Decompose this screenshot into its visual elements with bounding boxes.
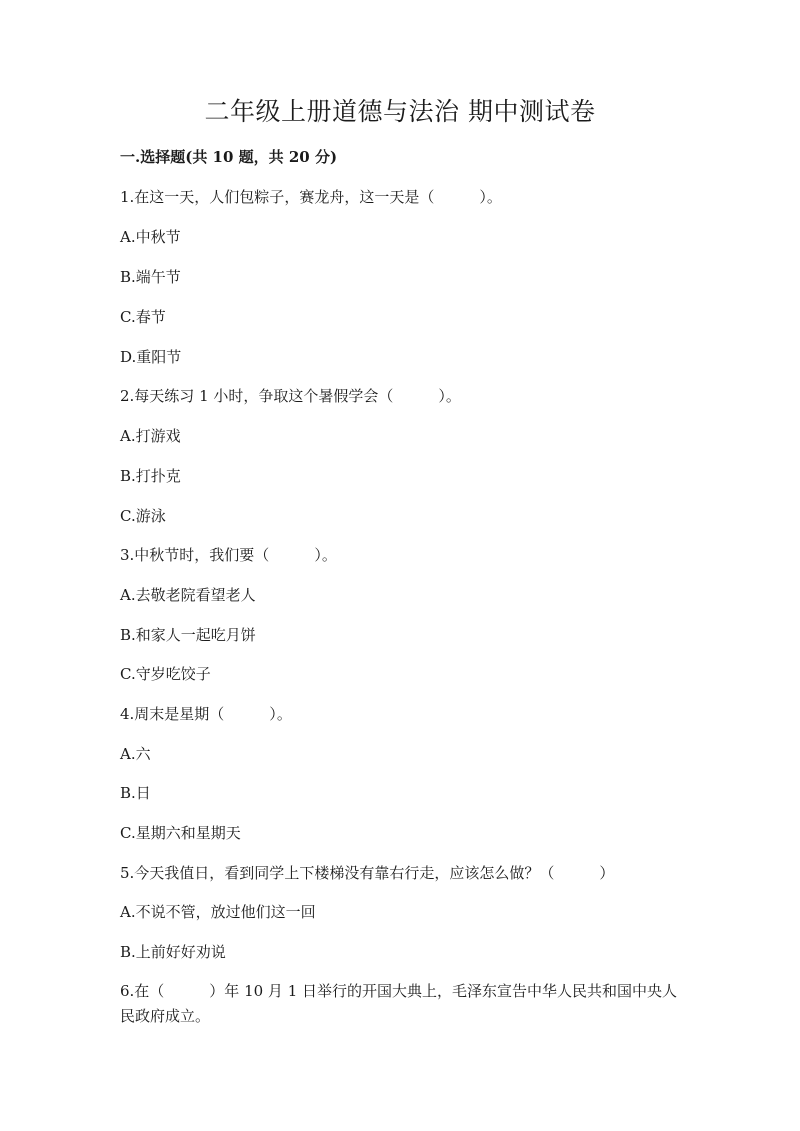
question-6-stem: 6.在（ ）年 10 月 1 日举行的开国大典上，毛泽东宣告中华人民共和国中央人民政府成立。 (120, 982, 678, 1025)
question-1-option-c: C.春节 (120, 308, 166, 326)
question-5-stem: 5.今天我值日，看到同学上下楼梯没有靠右行走，应该怎么做？（ ） (120, 864, 615, 882)
question-3-option-a: A.去敬老院看望老人 (120, 586, 256, 604)
section-heading: 一.选择题(共 10 题，共 20 分) (120, 148, 338, 166)
question-4-option-c: C.星期六和星期天 (120, 824, 241, 842)
question-4-option-b: B.日 (120, 784, 151, 802)
question-3-option-b: B.和家人一起吃月饼 (120, 626, 256, 644)
question-2-option-c: C.游泳 (120, 507, 166, 525)
question-5-option-a: A.不说不管，放过他们这一回 (120, 903, 316, 921)
question-4-option-a: A.六 (120, 745, 151, 763)
exam-title: 二年级上册道德与法治 期中测试卷 (204, 97, 596, 126)
question-4-stem: 4.周末是星期（ ）。 (120, 705, 292, 723)
question-3-option-c: C.守岁吃饺子 (120, 665, 211, 683)
question-1-option-a: A.中秋节 (120, 228, 181, 246)
question-1-option-d: D.重阳节 (120, 348, 182, 366)
question-1-stem: 1.在这一天，人们包粽子，赛龙舟，这一天是（ ）。 (120, 188, 502, 206)
question-2-option-b: B.打扑克 (120, 467, 181, 485)
question-1-option-b: B.端午节 (120, 268, 181, 286)
question-3-stem: 3.中秋节时，我们要（ ）。 (120, 546, 337, 564)
question-5-option-b: B.上前好好劝说 (120, 943, 226, 961)
question-2-stem: 2.每天练习 1 小时，争取这个暑假学会（ ）。 (120, 387, 461, 405)
question-2-option-a: A.打游戏 (120, 427, 181, 445)
